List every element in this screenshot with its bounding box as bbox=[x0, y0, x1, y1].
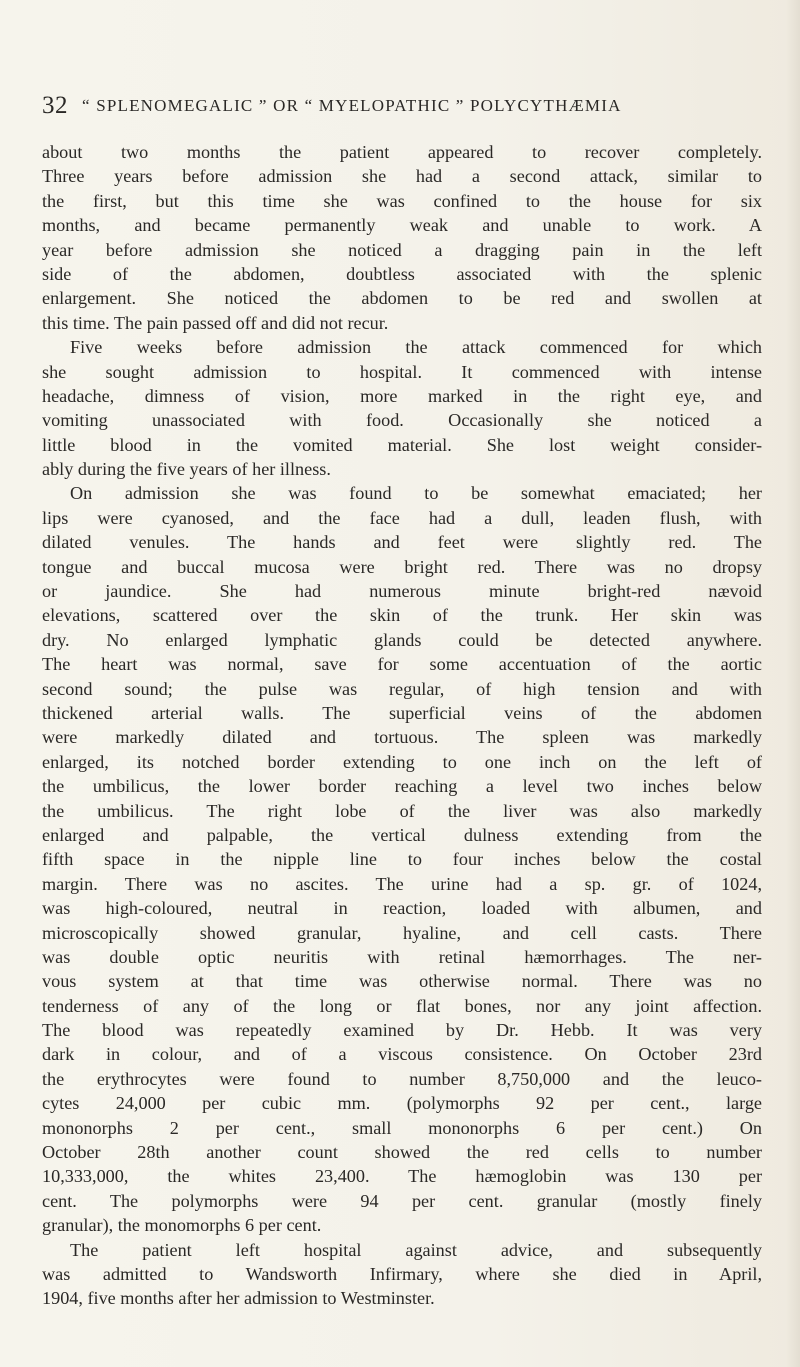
text-line: was high-coloured, neutral in reaction, loaded with albumen, and bbox=[42, 898, 762, 919]
running-head bbox=[42, 92, 762, 122]
text-line: vous system at that time was otherwise normal. There was no bbox=[42, 971, 762, 992]
text-line: thickened arterial walls. The superficial veins of the abdomen bbox=[42, 702, 762, 723]
text-line: tongue and buccal mucosa were bright red. There was no dropsy bbox=[42, 556, 762, 577]
text-line: elevations, scattered over the skin of the trunk. Her skin was bbox=[42, 605, 762, 626]
text-line: or jaundice. She had numerous minute bright-red nævoid bbox=[42, 581, 762, 602]
text-line: enlargement. She noticed the abdomen to be red and swollen at bbox=[42, 288, 762, 309]
text-line: headache, dimness of vision, more marked in the right eye, and bbox=[42, 385, 762, 406]
paragraph-start-line: Five weeks before admission the attack commenced for which bbox=[70, 337, 762, 358]
text-line: dry. No enlarged lymphatic glands could be detected anywhere. bbox=[42, 629, 762, 650]
text-line: The heart was normal, save for some accentuation of the aortic bbox=[42, 654, 762, 675]
text-line: were markedly dilated and tortuous. The spleen was markedly bbox=[42, 727, 762, 748]
text-line: vomiting unassociated with food. Occasionally she noticed a bbox=[42, 410, 762, 431]
text-line: the umbilicus, the lower border reaching a level two inches below bbox=[42, 776, 762, 797]
text-line: Three years before admission she had a second attack, similar to bbox=[42, 166, 762, 187]
text-line: enlarged and palpable, the vertical dulness extending from the bbox=[42, 824, 762, 845]
running-title: “ SPLENOMEGALIC ” OR “ MYELOPATHIC ” POLYCYTHÆMIA bbox=[82, 96, 622, 115]
text-line: lips were cyanosed, and the face had a dull, leaden flush, with bbox=[42, 507, 762, 528]
body-text bbox=[42, 140, 762, 1311]
text-line: 10,333,000, the whites 23,400. The hæmoglobin was 130 per bbox=[42, 1166, 762, 1187]
page-number: 32 bbox=[42, 92, 68, 119]
text-line: dark in colour, and of a viscous consistence. On October 23rd bbox=[42, 1044, 762, 1065]
text-line: little blood in the vomited material. She lost weight consider- bbox=[42, 434, 762, 455]
text-line: the first, but this time she was confined to the house for six bbox=[42, 190, 762, 211]
text-line: microscopically showed granular, hyaline, and cell casts. There bbox=[42, 922, 762, 943]
text-line: she sought admission to hospital. It commenced with intense bbox=[42, 361, 762, 382]
text-line: ably during the five years of her illness. bbox=[42, 459, 331, 480]
text-line: the erythrocytes were found to number 8,750,000 and the leuco- bbox=[42, 1068, 762, 1089]
text-line: mononorphs 2 per cent., small mononorphs 6 per cent.) On bbox=[42, 1117, 762, 1138]
text-line: tenderness of any of the long or flat bones, nor any joint affection. bbox=[42, 995, 762, 1016]
page-edge-shadow bbox=[786, 0, 800, 1367]
text-line: side of the abdomen, doubtless associated with the splenic bbox=[42, 263, 762, 284]
text-line: cytes 24,000 per cubic mm. (polymorphs 92 per cent., large bbox=[42, 1093, 762, 1114]
paragraph-start-line: The patient left hospital against advice, and subsequently bbox=[70, 1239, 762, 1260]
text-line: enlarged, its notched border extending to one inch on the left of bbox=[42, 751, 762, 772]
text-line: fifth space in the nipple line to four inches below the costal bbox=[42, 849, 762, 870]
text-line: about two months the patient appeared to recover completely. bbox=[42, 142, 762, 162]
paragraph-start-line: On admission she was found to be somewhat emaciated; her bbox=[70, 483, 762, 504]
text-line: granular), the monomorphs 6 per cent. bbox=[42, 1215, 322, 1236]
text-line: this time. The pain passed off and did not recur. bbox=[42, 312, 389, 333]
text-line: was admitted to Wandsworth Infirmary, where she died in April, bbox=[42, 1263, 762, 1284]
text-line: year before admission she noticed a dragging pain in the left bbox=[42, 239, 762, 260]
text-line: The blood was repeatedly examined by Dr. Hebb. It was very bbox=[42, 1020, 762, 1041]
text-line: 1904, five months after her admission to Westminster. bbox=[42, 1288, 435, 1309]
text-line: cent. The polymorphs were 94 per cent. granular (mostly finely bbox=[42, 1190, 762, 1211]
text-line: dilated venules. The hands and feet were slightly red. The bbox=[42, 532, 762, 553]
text-line: months, and became permanently weak and unable to work. A bbox=[42, 215, 762, 236]
text-line: margin. There was no ascites. The urine had a sp. gr. of 1024, bbox=[42, 873, 762, 894]
text-line: second sound; the pulse was regular, of high tension and with bbox=[42, 678, 762, 699]
text-line: was double optic neuritis with retinal hæmorrhages. The ner- bbox=[42, 946, 762, 967]
text-line: the umbilicus. The right lobe of the liver was also markedly bbox=[42, 800, 762, 821]
text-line: October 28th another count showed the red cells to number bbox=[42, 1142, 762, 1163]
